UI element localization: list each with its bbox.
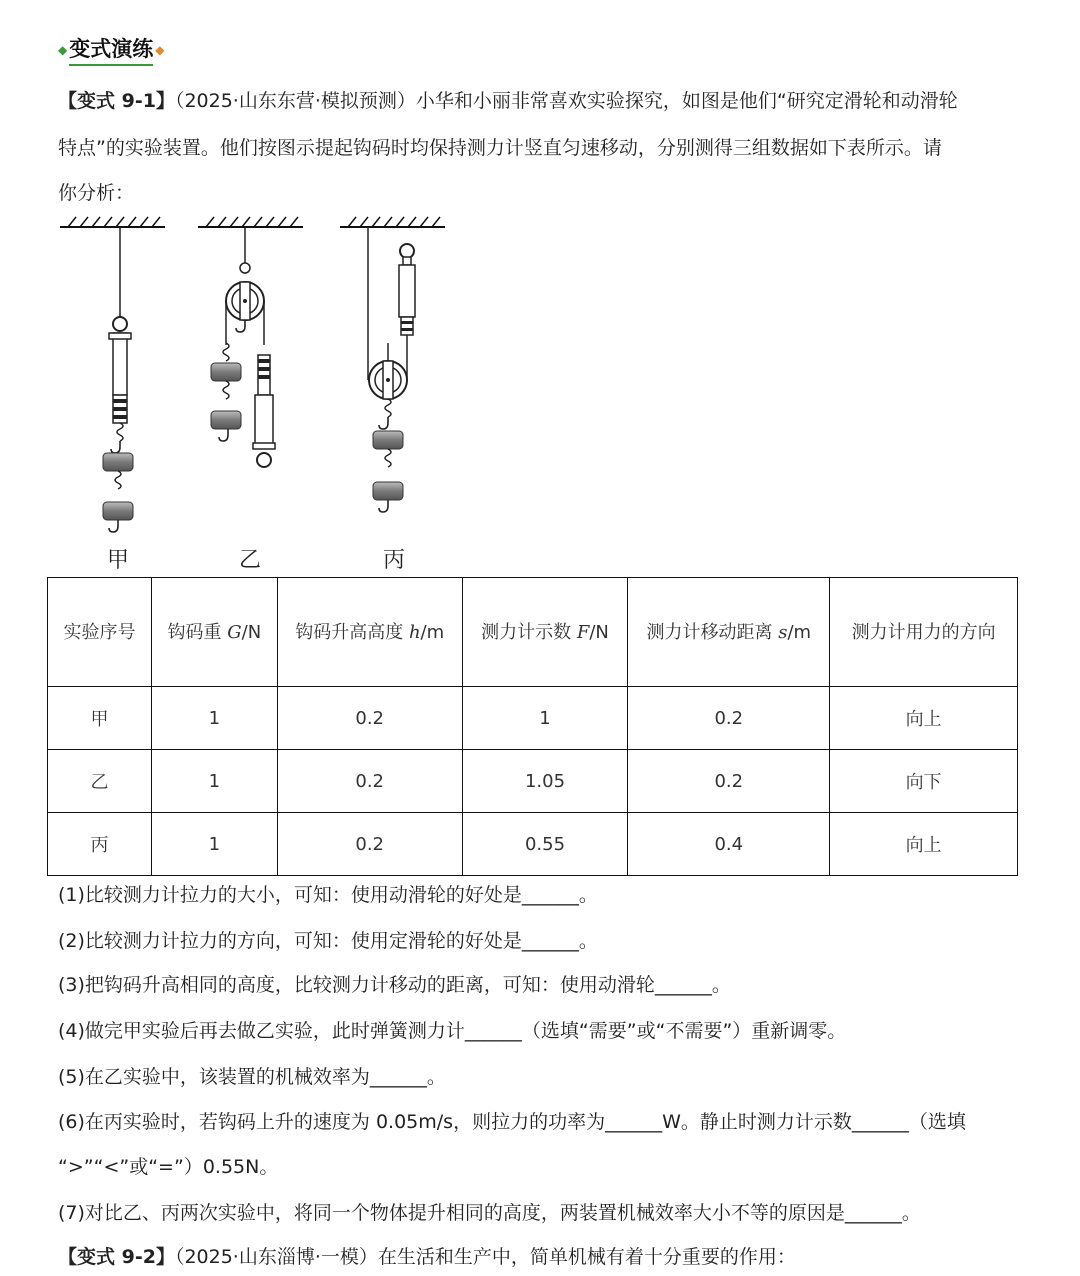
table-cell: 0.2 — [628, 750, 830, 813]
question-7: (7)对比乙、丙两次实验中，将同一个物体提升相同的高度，两装置机械效率大小不等的原因是______。 — [58, 1202, 921, 1224]
table-cell: 0.4 — [628, 813, 830, 876]
question-1: (1)比较测力计拉力的大小，可知：使用动滑轮的好处是______。 — [58, 884, 598, 906]
table-cell: 0.2 — [277, 750, 462, 813]
header-weight-g: 钩码重 G/N — [151, 578, 277, 687]
question-6-line1: (6)在丙实验时，若钩码上升的速度为 0.05m/s，则拉力的功率为______W。静止时测力计示数______（选填 — [58, 1111, 966, 1133]
apparatus-bing — [340, 217, 445, 512]
section-title-text: 变式演练 — [69, 33, 153, 66]
problem1-text-1: （2025·山东东营·模拟预测）小华和小丽非常喜欢实验探究，如图是他们“研究定滑轮和动滑轮 — [174, 90, 958, 112]
apparatus-jia — [60, 217, 165, 532]
problem1-line3: 你分析： — [58, 182, 135, 204]
figure-label-jia: 甲 — [106, 548, 130, 573]
header-force-f: 测力计示数 F/N — [462, 578, 628, 687]
question-2: (2)比较测力计拉力的方向，可知：使用定滑轮的好处是______。 — [58, 930, 598, 952]
problem1-tag: 【变式 9-1】 — [58, 90, 175, 112]
table-cell: 1 — [151, 750, 277, 813]
table-row — [48, 750, 1018, 813]
experiment-data-table — [47, 577, 1018, 876]
question-6-line2: “>”“<”或“=”）0.55N。 — [58, 1156, 279, 1178]
pulley-apparatus-figure — [50, 205, 470, 580]
apparatus-yi — [198, 217, 303, 467]
problem1-line1 — [58, 86, 958, 113]
table-cell: 1.05 — [462, 750, 628, 813]
figure-label-yi: 乙 — [238, 548, 262, 573]
table-row — [48, 813, 1018, 876]
table-cell: 0.2 — [277, 687, 462, 750]
question-4: (4)做完甲实验后再去做乙实验，此时弹簧测力计______（选填“需要”或“不需要”）重新调零。 — [58, 1020, 847, 1042]
table-cell: 丙 — [48, 813, 152, 876]
table-cell: 向下 — [830, 750, 1018, 813]
table-cell: 1 — [151, 687, 277, 750]
orange-diamond-icon: ◆ — [155, 42, 165, 57]
header-trial-number: 实验序号 — [48, 578, 152, 687]
table-header-row — [48, 578, 1018, 687]
header-distance-s: 测力计移动距离 s/m — [628, 578, 830, 687]
question-3: (3)把钩码升高相同的高度，比较测力计移动的距离，可知：使用动滑轮______。 — [58, 974, 731, 996]
problem2-tag: 【变式 9-2】 — [58, 1246, 175, 1268]
problem2-text: （2025·山东淄博·一模）在生活和生产中，简单机械有着十分重要的作用： — [174, 1246, 796, 1268]
table-cell: 1 — [151, 813, 277, 876]
table-cell: 向上 — [830, 813, 1018, 876]
table-cell: 1 — [462, 687, 628, 750]
header-direction: 测力计用力的方向 — [830, 578, 1018, 687]
table-cell: 0.2 — [277, 813, 462, 876]
header-height-h: 钩码升高高度 h/m — [277, 578, 462, 687]
problem1-line2: 特点”的实验装置。他们按图示提起钩码时均保持测力计竖直匀速移动，分别测得三组数据如下表所示。请 — [58, 137, 942, 159]
green-diamond-icon: ◆ — [58, 42, 68, 57]
section-title — [58, 33, 164, 66]
table-row — [48, 687, 1018, 750]
table-cell: 向上 — [830, 687, 1018, 750]
table-cell: 乙 — [48, 750, 152, 813]
problem2-line — [58, 1242, 796, 1269]
table-cell: 甲 — [48, 687, 152, 750]
question-5: (5)在乙实验中，该装置的机械效率为______。 — [58, 1066, 446, 1088]
table-cell: 0.55 — [462, 813, 628, 876]
table-cell: 0.2 — [628, 687, 830, 750]
figure-label-bing: 丙 — [382, 548, 406, 573]
